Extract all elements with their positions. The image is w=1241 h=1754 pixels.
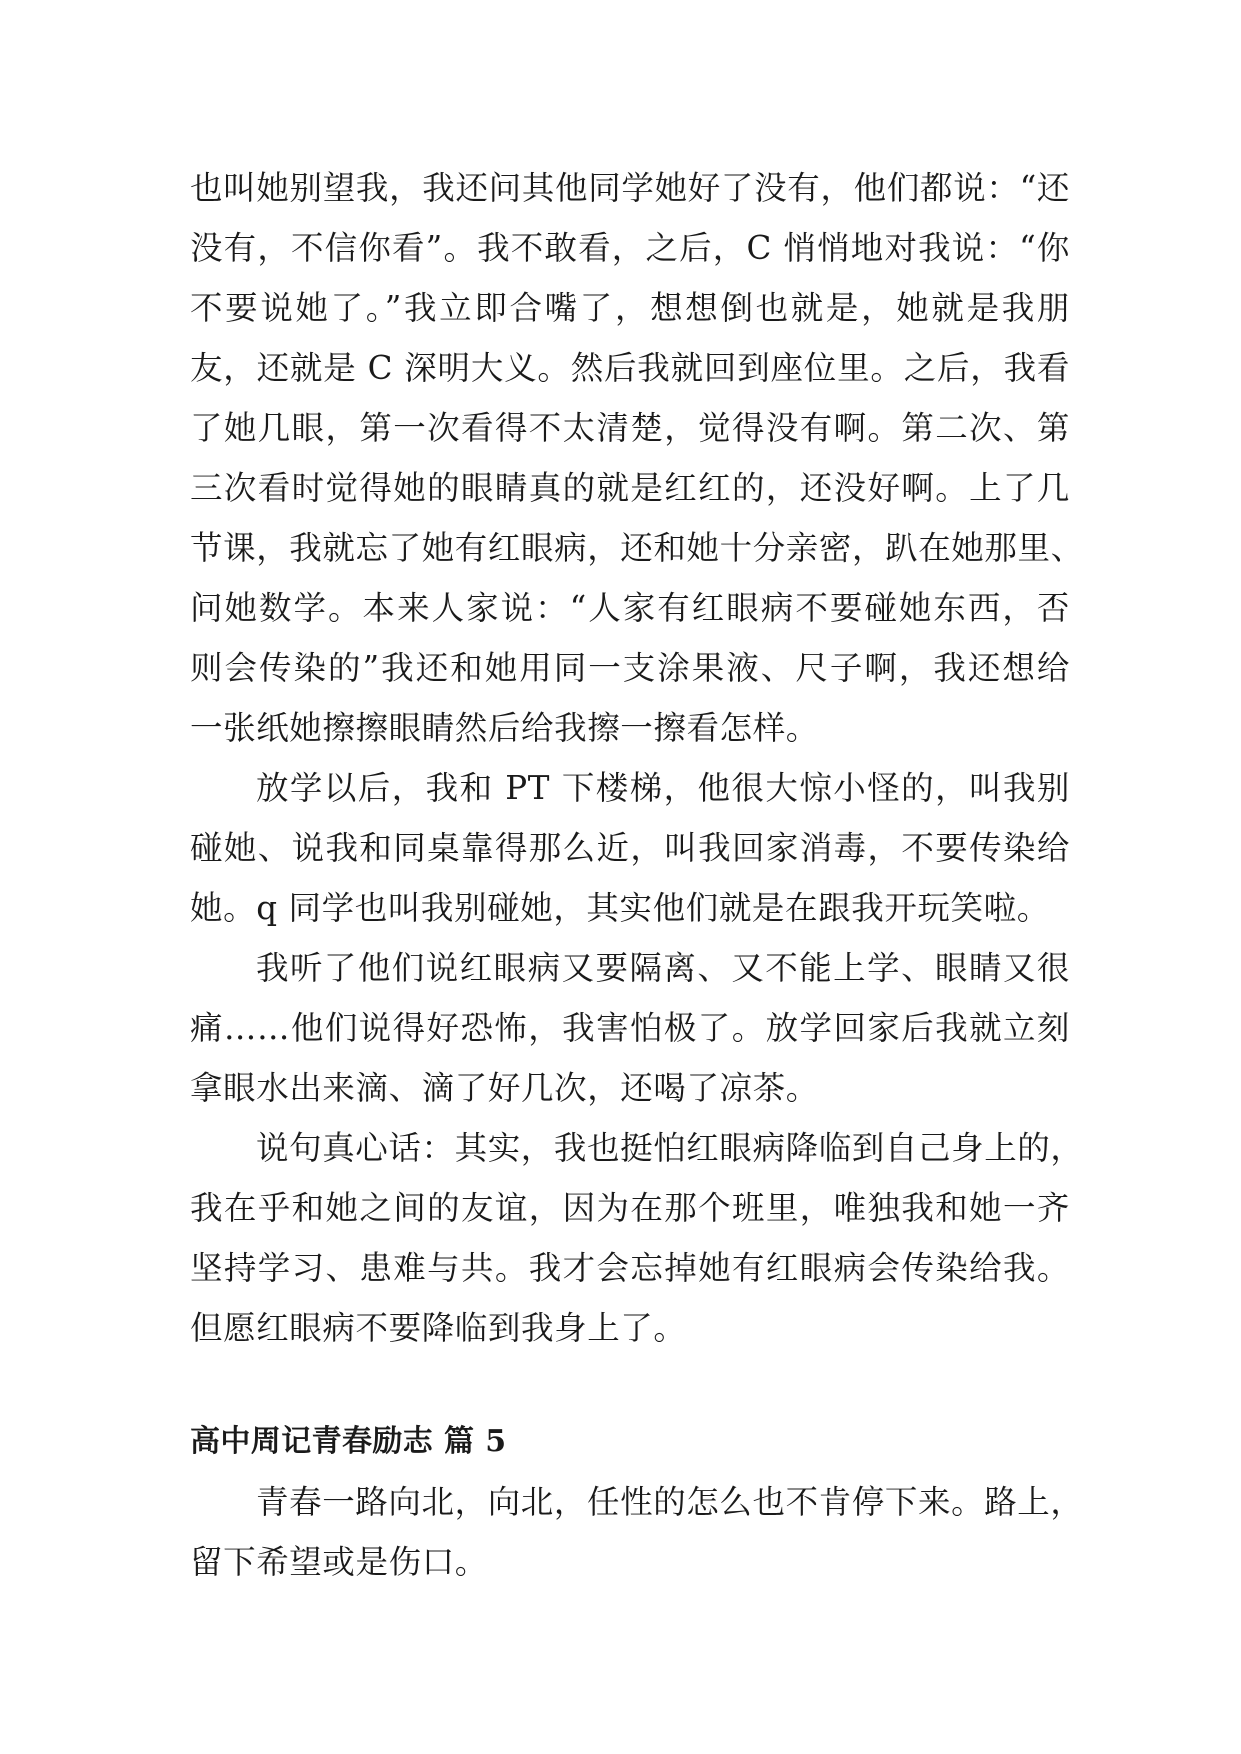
text-line: 但愿红眼病不要降临到我身上了。 [190, 1309, 687, 1347]
text-line: 坚持学习、患难与共。我才会忘掉她有红眼病会传染给我。 [190, 1249, 1070, 1287]
paragraph [190, 758, 1070, 938]
section-heading: 高中周记青春励志 篇 5 [190, 1424, 507, 1459]
document-page [190, 158, 1084, 1592]
paragraph [190, 158, 1084, 758]
text-line: 一张纸她擦擦眼睛然后给我擦一擦看怎样。 [190, 709, 819, 747]
text-line: 拿眼水出来滴、滴了好几次，还喝了凉茶。 [190, 1069, 819, 1107]
text-line: 友，还就是 C 深明大义。然后我就回到座位里。之后，我看 [190, 349, 1070, 387]
text-line: 则会传染的”我还和她用同一支涂果液、尺子啊，我还想给 [190, 649, 1070, 687]
text-line: 不要说她了。”我立即合嘴了，想想倒也就是，她就是我朋 [190, 289, 1070, 327]
text-line: 了她几眼，第一次看得不太清楚，觉得没有啊。第二次、第 [190, 409, 1070, 447]
paragraph [190, 1118, 1084, 1358]
paragraph [190, 1472, 1084, 1592]
text-line: 痛……他们说得好恐怖，我害怕极了。放学回家后我就立刻 [190, 1009, 1070, 1047]
text-line: 我听了他们说红眼病又要隔离、又不能上学、眼睛又很 [256, 949, 1070, 987]
text-line: 没有，不信你看”。我不敢看，之后，C 悄悄地对我说：“你 [190, 229, 1070, 267]
text-line: 说句真心话：其实，我也挺怕红眼病降临到自己身上的， [256, 1129, 1084, 1167]
text-line: 她。q 同学也叫我别碰她，其实他们就是在跟我开玩笑啦。 [190, 889, 1050, 927]
text-line: 节课，我就忘了她有红眼病，还和她十分亲密，趴在她那里、 [190, 529, 1084, 567]
text-line: 我在乎和她之间的友谊，因为在那个班里，唯独我和她一齐 [190, 1189, 1070, 1227]
text-line: 三次看时觉得她的眼睛真的就是红红的，还没好啊。上了几 [190, 469, 1070, 507]
text-line: 留下希望或是伤口。 [190, 1543, 488, 1581]
text-line: 青春一路向北，向北，任性的怎么也不肯停下来。路上， [256, 1483, 1084, 1521]
text-line: 问她数学。本来人家说：“人家有红眼病不要碰她东西，否 [190, 589, 1070, 627]
paragraph [190, 938, 1070, 1118]
text-line: 放学以后，我和 PT 下楼梯，他很大惊小怪的，叫我别 [256, 769, 1070, 807]
text-line: 碰她、说我和同桌靠得那么近，叫我回家消毒，不要传染给 [190, 829, 1070, 867]
text-line: 也叫她别望我，我还问其他同学她好了没有，他们都说：“还 [190, 169, 1070, 207]
